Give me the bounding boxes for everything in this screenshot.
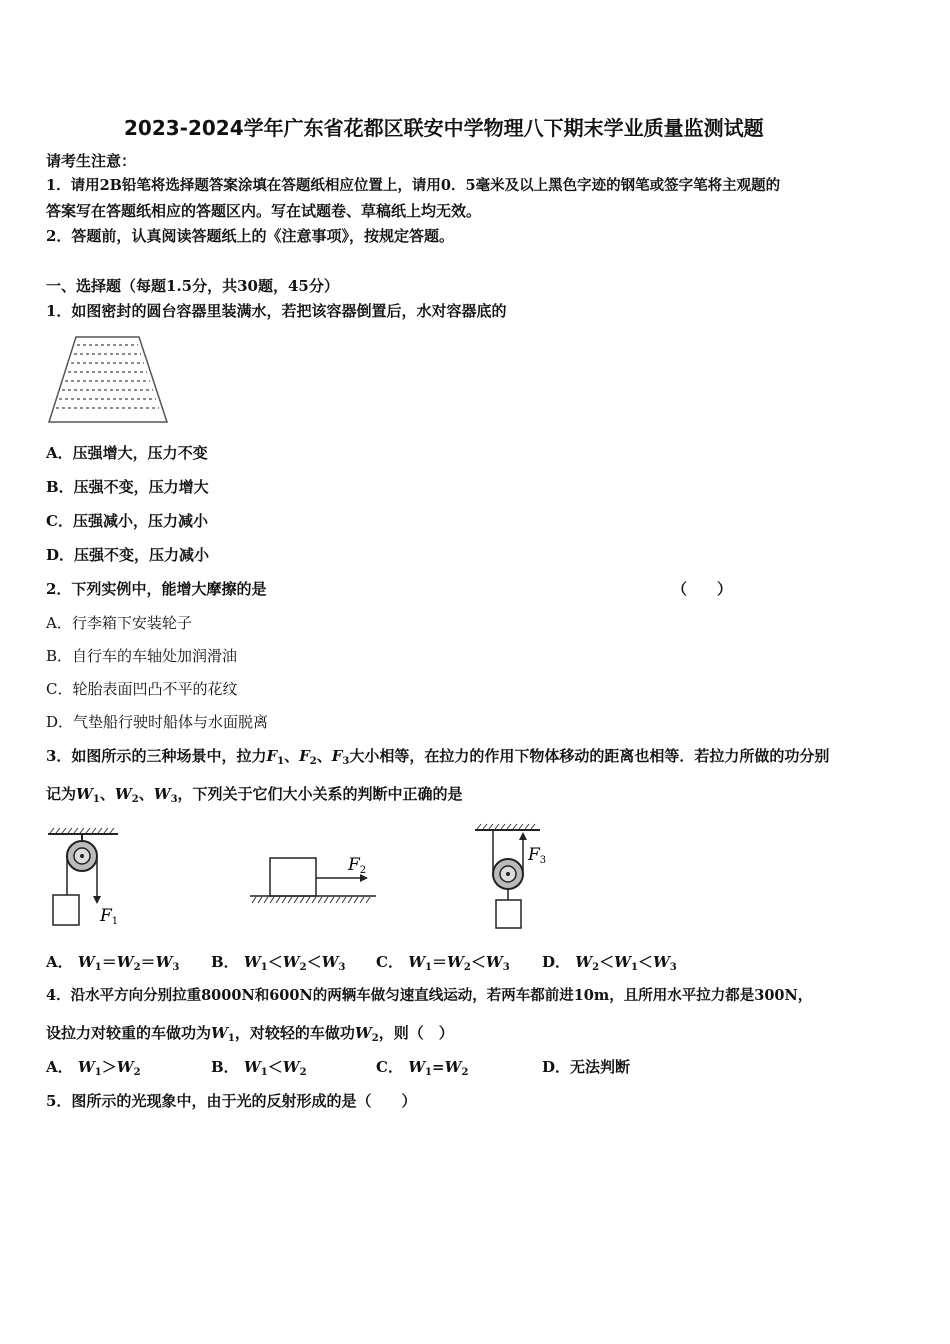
q4-option-c: C． $W_1=W_2$: [376, 1058, 469, 1078]
q2-option-b: B．自行车的车轴处加润滑油: [46, 647, 238, 665]
q4-option-b: B． $W_1<W_2$: [211, 1058, 307, 1078]
notice-heading: 请考生注意：: [46, 152, 137, 170]
q3-stem-line-2: 记为$W_1$、$W_2$、$W_3$，下列关于它们大小关系的判断中正确的是: [46, 785, 463, 805]
q1-option-a: A．压强增大，压力不变: [46, 444, 208, 462]
q3-movable-pulley-figure: [472, 822, 556, 932]
q3-stem-line-1: 3．如图所示的三种场景中，拉力$F_1$、$F_2$、$F_3$大小相等，在拉力的作用下物体移动的距离也相等．若拉力所做的功分别: [46, 747, 830, 767]
q2-option-d: D．气垫船行驶时船体与水面脱离: [46, 713, 269, 731]
q3-option-a: A． $W_1=W_2=W_3$: [46, 953, 180, 973]
q4-option-d: D．无法判断: [542, 1058, 631, 1076]
q3-fig-label-f1: F1: [100, 906, 119, 927]
notice-line-2: 2．答题前，认真阅读答题纸上的《注意事项》，按规定答题。: [46, 227, 454, 245]
q2-option-a: A．行李箱下安装轮子: [46, 614, 192, 632]
q2-option-c: C．轮胎表面凹凸不平的花纹: [46, 680, 238, 698]
q4-stem-line-1: 4．沿水平方向分别拉重8000N和600N的两辆车做匀速直线运动，若两车都前进10m，且所用水平拉力都是300N，: [46, 987, 813, 1004]
q3-fig-label-f3: F3: [528, 845, 547, 866]
q3-fig-label-f2: F2: [348, 855, 367, 876]
notice-line-1b: 答案写在答题纸相应的答题区内。写在试题卷、草稿纸上均无效。: [46, 202, 482, 220]
q2-stem: 2．下列实例中，能增大摩擦的是: [46, 580, 267, 598]
q3-option-c: C． $W_1=W_2<W_3$: [376, 953, 510, 973]
q3-option-d: D． $W_2<W_1<W_3$: [542, 953, 677, 973]
q3-fixed-pulley-figure: [44, 824, 134, 930]
q2-answer-bracket: （ ）: [672, 580, 733, 598]
q1-option-c: C．压强减小，压力减小: [46, 512, 208, 530]
q3-option-b: B． $W_1<W_2<W_3$: [211, 953, 346, 973]
q1-option-d: D．压强不变，压力减小: [46, 546, 210, 564]
q1-option-b: B．压强不变，压力增大: [46, 478, 209, 496]
q1-frustum-figure: [46, 334, 171, 426]
q3-block-figure: [248, 850, 380, 908]
q1-stem: 1．如图密封的圆台容器里装满水，若把该容器倒置后，水对容器底的: [46, 302, 507, 320]
q4-stem-line-2: 设拉力对较重的车做功为$W_1$，对较轻的车做功$W_2$，则（ ）: [46, 1024, 454, 1044]
notice-line-1: 1．请用2B铅笔将选择题答案涂填在答题纸相应位置上，请用0．5毫米及以上黑色字迹的钢笔或签字笔将主观题的: [46, 177, 781, 194]
q5-stem: 5．图所示的光现象中，由于光的反射形成的是（ ）: [46, 1092, 417, 1110]
section-heading: 一、选择题（每题1.5分，共30题，45分）: [46, 277, 339, 295]
page-title: 2023-2024学年广东省花都区联安中学物理八下期末学业质量监测试题: [124, 116, 764, 140]
q4-option-a: A． $W_1>W_2$: [46, 1058, 141, 1078]
